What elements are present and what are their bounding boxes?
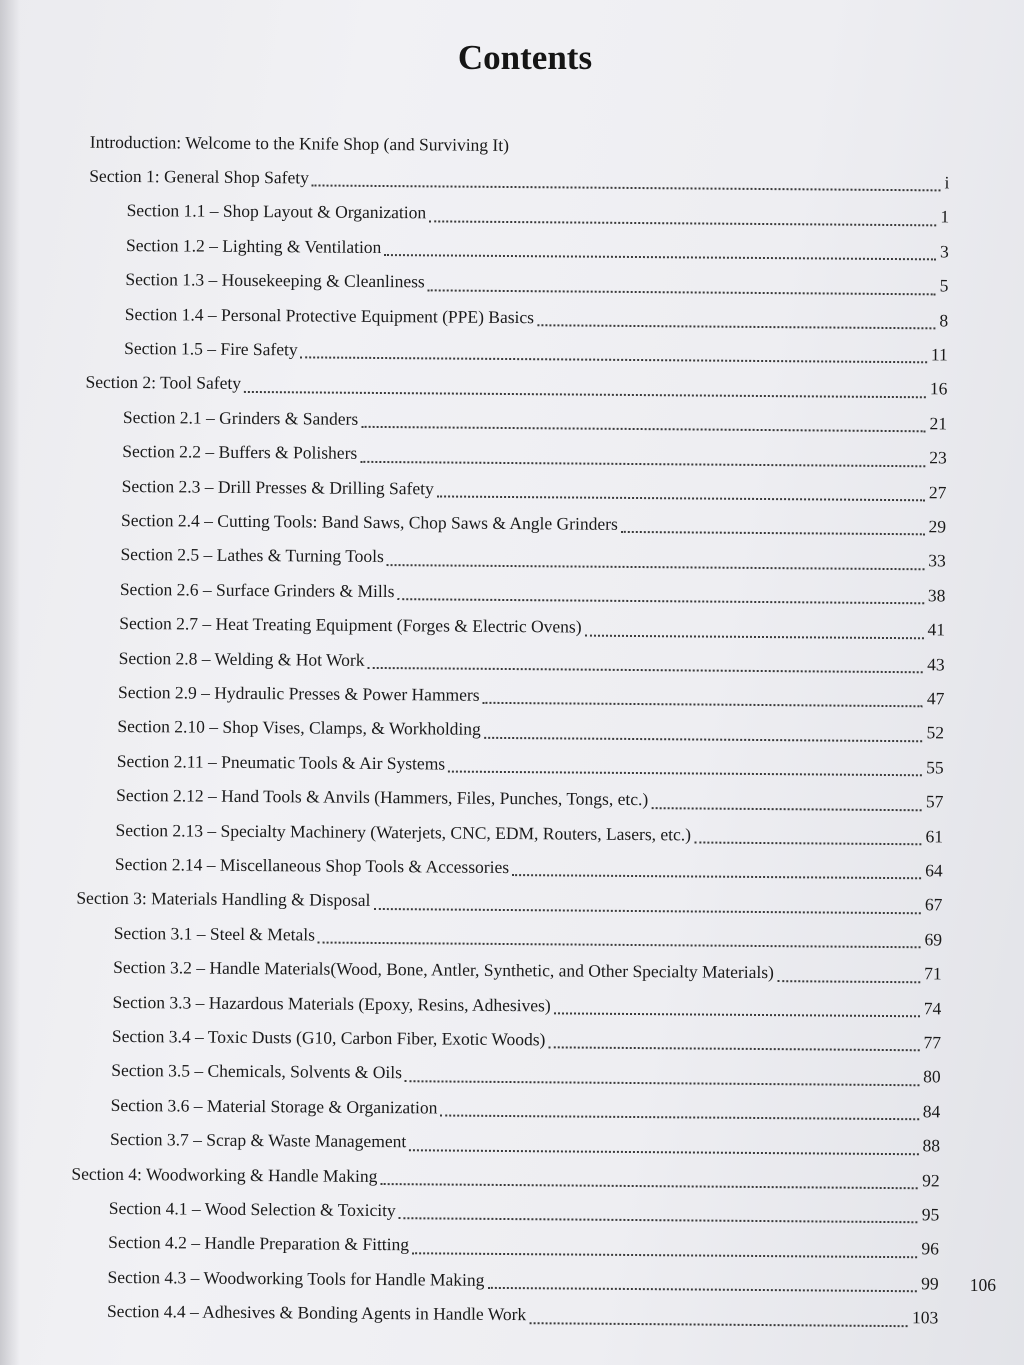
toc-page-number: 71 bbox=[924, 963, 942, 984]
toc-entry-label: Section 2.7 – Heat Treating Equipment (Forges & Electric Ovens) bbox=[119, 613, 582, 637]
dot-leader bbox=[397, 598, 923, 604]
toc-page-number: 84 bbox=[922, 1100, 941, 1122]
toc-page-number: 57 bbox=[925, 791, 944, 812]
toc-page-number: 64 bbox=[925, 860, 943, 881]
dot-leader bbox=[312, 185, 941, 192]
toc-entry-label: Section 2.11 – Pneumatic Tools & Air Systems bbox=[116, 750, 446, 774]
toc-subsection-row bbox=[111, 1086, 941, 1125]
toc-subsection-row bbox=[121, 501, 946, 539]
toc-page-number: 43 bbox=[927, 653, 945, 674]
toc-subsection-row bbox=[112, 1017, 941, 1056]
dot-leader bbox=[373, 908, 920, 914]
toc-page-number: 16 bbox=[929, 378, 948, 399]
toc-page-number: 41 bbox=[927, 619, 946, 640]
toc-entry-label: Section 2.12 – Hand Tools & Anvils (Hammers, Files, Punches, Tongs, etc.) bbox=[116, 785, 649, 810]
toc-subsection-row bbox=[119, 639, 945, 677]
toc-subsection-row bbox=[118, 673, 945, 711]
dot-leader bbox=[318, 942, 921, 949]
toc-page-number: 99 bbox=[921, 1272, 939, 1294]
toc-entry-label: Section 3.2 – Handle Materials(Wood, Bone, Antler, Synthetic, and Other Specialty Materials) bbox=[113, 957, 774, 983]
toc-subsection-row bbox=[122, 467, 947, 505]
toc-subsection-row bbox=[108, 1258, 939, 1297]
toc-subsection-row bbox=[112, 983, 941, 1022]
toc-section-row bbox=[90, 123, 950, 162]
dot-leader bbox=[437, 495, 925, 501]
dot-leader bbox=[244, 391, 926, 398]
toc-entry-label: Section 2: Tool Safety bbox=[85, 371, 242, 394]
dot-leader bbox=[428, 289, 936, 295]
toc-page-number: 55 bbox=[926, 756, 944, 778]
dot-leader bbox=[405, 1080, 919, 1086]
toc-subsection-row bbox=[117, 742, 944, 780]
dot-leader bbox=[487, 1287, 917, 1292]
toc-page-number: 5 bbox=[939, 275, 949, 296]
toc-subsection-row bbox=[113, 949, 942, 988]
toc-page-number: 47 bbox=[926, 688, 945, 709]
toc-subsection-row bbox=[115, 845, 943, 884]
toc-entry-label: Section 3.4 – Toxic Dusts (G10, Carbon Fiber, Exotic Woods) bbox=[111, 1025, 546, 1050]
dot-leader bbox=[448, 771, 922, 777]
toc-page-number: 67 bbox=[924, 894, 943, 915]
toc-page-number: 3 bbox=[939, 241, 949, 262]
dot-leader bbox=[409, 1149, 918, 1155]
toc-subsection-row bbox=[124, 329, 948, 367]
page-title: Contents bbox=[457, 38, 593, 77]
dot-leader bbox=[429, 220, 936, 226]
toc-entry-label: Section 2.3 – Drill Presses & Drilling Safety bbox=[121, 475, 434, 498]
toc-entry-label: Section 1: General Shop Safety bbox=[89, 165, 309, 188]
dot-leader bbox=[361, 426, 925, 432]
toc-subsection-row bbox=[120, 570, 946, 608]
toc-subsection-row bbox=[123, 398, 947, 436]
toc-subsection-row bbox=[120, 536, 946, 574]
toc-entry-label: Section 4: Woodworking & Handle Making bbox=[71, 1163, 378, 1186]
toc-page-number: 88 bbox=[922, 1135, 941, 1156]
dot-leader bbox=[384, 254, 936, 260]
toc-entry-label: Section 3.6 – Material Storage & Organization bbox=[110, 1094, 438, 1118]
toc-entry-label: Section 3.7 – Scrap & Waste Management bbox=[109, 1128, 407, 1152]
toc-subsection-row bbox=[111, 1052, 941, 1091]
dot-leader bbox=[537, 324, 935, 329]
dot-leader bbox=[360, 460, 925, 466]
dot-leader bbox=[529, 1322, 908, 1327]
toc-trailing-page-number: 106 bbox=[969, 1275, 996, 1295]
toc-subsection-row bbox=[127, 192, 950, 230]
toc-entry-label: Section 4.3 – Woodworking Tools for Handle Making bbox=[107, 1266, 485, 1290]
toc-entry-label: Section 1.4 – Personal Protective Equipment (PPE) Basics bbox=[124, 303, 535, 327]
dot-leader bbox=[651, 807, 922, 811]
toc-page-number: 8 bbox=[939, 309, 949, 330]
toc-page-number: 96 bbox=[921, 1238, 940, 1259]
toc-entry-label: Section 1.3 – Housekeeping & Cleanliness bbox=[125, 269, 425, 292]
toc-entry-label: Section 2.1 – Grinders & Sanders bbox=[122, 406, 359, 429]
toc-page-number: 74 bbox=[923, 997, 942, 1018]
toc-page-number: 103 bbox=[911, 1307, 939, 1328]
toc-page-number: 52 bbox=[926, 722, 945, 743]
toc-subsection-row bbox=[114, 914, 943, 953]
dot-leader bbox=[301, 357, 927, 364]
toc-section-row bbox=[76, 879, 942, 918]
toc-entry-label: Section 2.6 – Surface Grinders & Mills bbox=[119, 578, 395, 601]
dot-leader bbox=[367, 667, 923, 673]
dot-leader bbox=[554, 1012, 920, 1017]
toc-entry-label: Section 4.4 – Adhesives & Bonding Agents in Handle Work bbox=[106, 1300, 527, 1325]
toc-subsection-row bbox=[122, 433, 947, 471]
dot-leader bbox=[380, 1183, 918, 1189]
dot-leader bbox=[694, 841, 922, 845]
toc-subsection-row bbox=[116, 777, 943, 815]
toc-entry-label: Section 4.2 – Handle Preparation & Fitting bbox=[108, 1232, 410, 1255]
toc-section-row bbox=[89, 157, 949, 196]
toc-page-number: 92 bbox=[922, 1169, 940, 1190]
toc-subsection-row bbox=[107, 1292, 939, 1331]
toc-subsection-row bbox=[125, 261, 948, 299]
dot-leader bbox=[440, 1115, 918, 1121]
toc-page-number: 27 bbox=[928, 481, 947, 502]
toc-page-number: 33 bbox=[928, 550, 946, 571]
dot-leader bbox=[585, 634, 924, 639]
dot-leader bbox=[399, 1218, 918, 1224]
toc-page-number: 11 bbox=[930, 344, 948, 365]
toc-entry-label: Section 3.3 – Hazardous Materials (Epoxy, Resins, Adhesives) bbox=[112, 991, 551, 1015]
dot-leader bbox=[777, 980, 920, 983]
toc-entry-label: Section 2.8 – Welding & Hot Work bbox=[118, 647, 365, 670]
toc-section-row bbox=[71, 1155, 939, 1194]
toc-entry-label: Section 1.2 – Lighting & Ventilation bbox=[125, 234, 382, 257]
toc-page-number: 69 bbox=[924, 928, 943, 950]
dot-leader bbox=[387, 564, 924, 570]
toc-subsection-row bbox=[110, 1120, 940, 1159]
toc-subsection-row bbox=[125, 295, 949, 333]
toc-entry-label: Section 3.5 – Chemicals, Solvents & Oils bbox=[111, 1060, 403, 1083]
toc-entry-label: Section 2.14 – Miscellaneous Shop Tools & Accessories bbox=[114, 853, 510, 877]
toc-subsection-row bbox=[108, 1224, 939, 1263]
toc-page-number: 77 bbox=[923, 1032, 942, 1053]
toc-page-number: 38 bbox=[927, 584, 946, 606]
toc-subsection-row bbox=[126, 226, 949, 264]
dot-leader bbox=[621, 531, 925, 535]
toc-page-number: i bbox=[944, 172, 950, 193]
toc-entry-label: Section 3: Materials Handling & Disposal bbox=[76, 887, 371, 911]
toc-entry-label: Section 1.1 – Shop Layout & Organization bbox=[126, 200, 427, 223]
dot-leader bbox=[512, 874, 921, 879]
toc-entry-label: Section 1.5 – Fire Safety bbox=[124, 337, 298, 360]
toc-subsection-row bbox=[109, 1189, 940, 1228]
toc-entry-label: Section 3.1 – Steel & Metals bbox=[113, 922, 316, 945]
dot-leader bbox=[548, 1047, 919, 1052]
toc-entry-label: Section 4.1 – Wood Selection & Toxicity bbox=[108, 1197, 396, 1221]
toc-entry-label: Section 2.5 – Lathes & Turning Tools bbox=[120, 544, 384, 567]
toc-subsection-row bbox=[115, 811, 943, 849]
toc-page-number: 1 bbox=[940, 206, 950, 227]
toc-page-number: 21 bbox=[929, 412, 948, 434]
dot-leader bbox=[412, 1252, 917, 1258]
dot-leader bbox=[483, 702, 923, 707]
toc-subsection-row bbox=[119, 605, 945, 643]
toc-page-number: 95 bbox=[921, 1204, 940, 1225]
toc-entry-label: Section 2.10 – Shop Vises, Clamps, & Workholding bbox=[117, 716, 481, 740]
dot-leader bbox=[484, 737, 923, 742]
toc-entry-label: Section 2.4 – Cutting Tools: Band Saws, Chop Saws & Angle Grinders bbox=[121, 509, 618, 534]
table-of-contents bbox=[0, 122, 1024, 1360]
toc-page-number: 80 bbox=[923, 1066, 941, 1087]
toc-entry-label: Section 2.13 – Specialty Machinery (Waterjets, CNC, EDM, Routers, Lasers, etc.) bbox=[115, 819, 692, 844]
toc-entry-label: Section 2.9 – Hydraulic Presses & Power Hammers bbox=[117, 681, 480, 705]
toc-page-number: 29 bbox=[928, 516, 947, 537]
toc-page-number: 61 bbox=[925, 825, 944, 846]
toc-subsection-row bbox=[117, 708, 944, 746]
toc-entry-label: Section 2.2 – Buffers & Polishers bbox=[122, 441, 358, 463]
toc-page-number: 23 bbox=[929, 447, 947, 468]
toc-entry-label: Introduction: Welcome to the Knife Shop (and Surviving It) bbox=[89, 131, 510, 155]
toc-section-row bbox=[85, 363, 947, 402]
